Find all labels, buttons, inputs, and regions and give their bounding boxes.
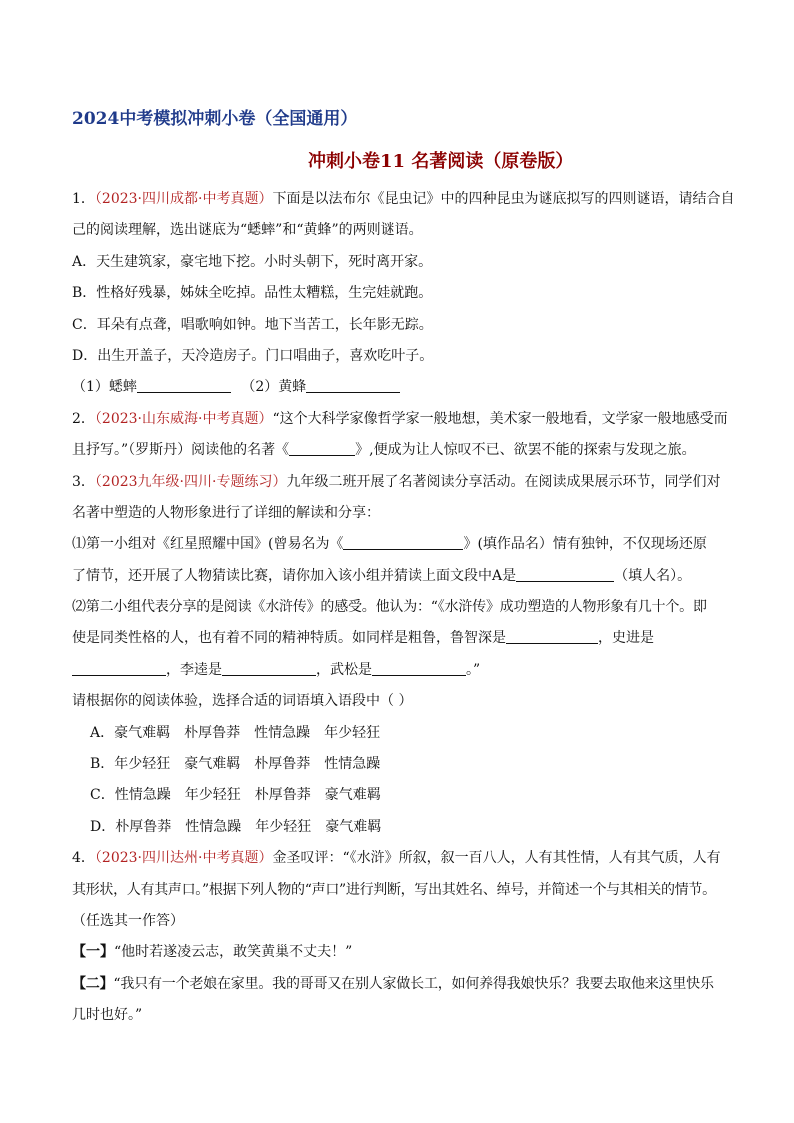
answer-blank[interactable]	[137, 377, 231, 393]
item-tag: 【一】	[72, 944, 114, 961]
q4-source: （2023·四川达州·中考真题）	[94, 850, 273, 867]
q4-item-1: 【一】“他时若遂凌云志，敢笑黄巢不丈夫！”	[72, 944, 353, 961]
exam-header: 2024中考模拟冲刺小卷（全国通用）	[72, 109, 358, 129]
q1-source: （2023·四川成都·中考真题）	[94, 191, 273, 207]
q3-part1-line-1: ⑴第一小组对《红星照耀中国》(曾易名为《 》(填作品名）情有独钟，不仅现场还原	[72, 536, 707, 553]
q3-part1-line-2: 了情节，还开展了人物猜读比赛，请你加入该小组并猜读上面文段中A是 （填人名）。	[72, 567, 692, 584]
q3-line-2: 名著中塑造的人物形象进行了详细的解读和分享：	[72, 504, 380, 521]
q3-part2-line-3: ，李逵是 ，武松是 。”	[72, 655, 732, 686]
q3-option-d: D．朴厚鲁莽 性情急躁 年少轻狂 豪气难羁	[90, 818, 382, 835]
q1-line-1: 1．（2023·四川成都·中考真题）下面是以法布尔《昆虫记》中的四种昆虫为谜底拟写的四则谜语，请结合自	[72, 191, 735, 207]
q3-part2-line-2: 使是同类性格的人，也有着不同的精神特质。如同样是粗鲁，鲁智深是 ，史进是	[72, 630, 654, 647]
q1-option-d: D．出生开盖子，天冷造房子。门口唱曲子，喜欢吃叶子。	[72, 347, 434, 364]
answer-blank[interactable]	[516, 566, 614, 582]
q2-source: （2023·山东威海·中考真题）	[94, 410, 273, 427]
q2-line-2: 且抒写。”（罗斯丹）阅读他的名著《 》,便成为让人惊叹不已、欲罢不能的探索与发现之旅。	[72, 442, 696, 459]
q3-part2-line-1: ⑵第二小组代表分享的是阅读《水浒传》的感受。他认为：“《水浒传》成功塑造的人物形象有几十个。即	[72, 599, 707, 616]
q1-option-b: B．性格好残暴，姊妹全吃掉。品性太糟糕，生完娃就跑。	[72, 285, 433, 302]
q3-line-1: 3．（2023九年级·四川·专题练习）九年级二班开展了名著阅读分享活动。在阅读成果展示环节，同学们对	[72, 473, 721, 490]
q3-option-a: A．豪气难羁 朴厚鲁莽 性情急躁 年少轻狂	[90, 724, 381, 741]
answer-blank[interactable]	[289, 440, 355, 456]
paper-title: 冲刺小卷11 名著阅读（原卷版）	[308, 151, 574, 172]
answer-blank[interactable]	[222, 660, 316, 676]
q3-option-c: C．性情急躁 年少轻狂 朴厚鲁莽 豪气难羁	[90, 787, 381, 804]
q3-option-b: B．年少轻狂 豪气难羁 朴厚鲁莽 性情急躁	[90, 756, 381, 773]
q4-item-2: 【二】“我只有一个老娘在家里。我的哥哥又在别人家做长工，如何养得我娘快乐？我要去取他来这里快乐	[72, 975, 714, 992]
q1-answers: （1）蟋蟀 （2）黄蜂	[72, 372, 732, 403]
answer-blank[interactable]	[372, 660, 466, 676]
q2-line-1: 2．（2023·山东威海·中考真题）“这个大科学家像哲学家一般地想，美术家一般地看，文学家一般地感受而	[72, 410, 728, 427]
answer-blank[interactable]	[343, 534, 463, 550]
question-list	[72, 184, 735, 1032]
answer-blank[interactable]	[506, 628, 598, 644]
q4-item-2-cont: 几时也好。”	[72, 1007, 143, 1024]
answer-blank[interactable]	[306, 377, 400, 393]
q3-prompt: 请根据你的阅读体验，选择合适的词语填入语段中（ ）	[72, 693, 413, 710]
answer-blank[interactable]	[72, 660, 166, 676]
q4-line-3: （任选其一作答）	[72, 912, 184, 929]
q4-line-1: 4．（2023·四川达州·中考真题）金圣叹评：“《水浒》所叙，叙一百八人，人有其性情，人有其气质，人有	[72, 850, 721, 867]
q1-option-c: C．耳朵有点聋，唱歌响如钟。地下当苦工，长年影无踪。	[72, 316, 433, 333]
q3-source: （2023九年级·四川·专题练习）	[94, 473, 287, 490]
q1-line-2: 己的阅读理解，选出谜底为“蟋蟀”和“黄蜂”的两则谜语。	[72, 222, 423, 239]
q1-option-a: A．天生建筑家，豪宅地下挖。小时头朝下，死时离开家。	[72, 253, 433, 270]
q4-line-2: 其形状，人有其声口。”根据下列人物的“声口”进行判断，写出其姓名、绰号，并简述一个与其相关的情节。	[72, 881, 716, 898]
item-tag: 【二】	[72, 975, 114, 992]
